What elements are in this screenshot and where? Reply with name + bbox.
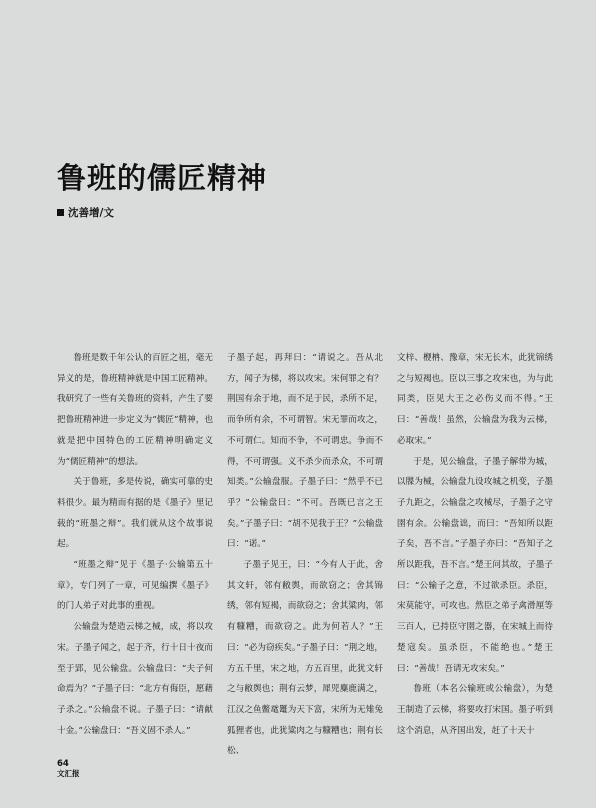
author-name: 沈善增/文 <box>68 207 114 219</box>
article-title: 鲁班的儒匠精神 <box>57 161 268 195</box>
square-bullet-icon <box>57 209 64 216</box>
text-column-2 <box>227 348 383 762</box>
paragraph: 鲁班（本名公输班或公输盘），为楚王制造了云梯，将要攻打宋国。墨子听到这个消息，从齐国出发，赶了十天十 <box>397 684 553 736</box>
text-column-3 <box>397 348 553 741</box>
paragraph: 子墨子起，再拜曰：“请说之。吾从北方，闻子为梯，将以攻宋。宋何罪之有？荆国有余于地，而不足于民，杀所不足，而争所有余，不可谓智。宋无罪而攻之，不可谓仁。知而不争，不可谓忠。争而不得，不可谓强。义不杀少而杀众，不可谓知类。”公输盘服。子墨子曰：“然乎不已乎？”公输盘曰：“不可。吾既已言之王矣。”子墨子曰：“胡不见我于王？”公输盘曰：“诺。” <box>227 353 383 550</box>
byline <box>57 205 114 220</box>
paragraph: 子墨子见王，曰：“今有人于此，舍其文轩，邻有敝舆，而欲窃之；舍其锦绣，邻有短褐，而欲窃之；舍其粱肉，邻有糠糟，而欲窃之。此为何若人？”王曰：“必为窃疾矣。”子墨子曰：“荆之地，方五千里，宋之地，方五百里，此犹文轩之与敝舆也；荆有云梦，犀兕麋鹿满之，江汉之鱼鳖鼋鼍为天下富，宋所为无雉兔狐狸者也，此犹粱肉之与糠糟也；荆有长松、 <box>227 560 383 757</box>
paragraph: 文梓、楩柟、豫章，宋无长木，此犹锦绣之与短褐也。臣以三事之攻宋也，为与此同类，臣见大王之必伤义而不得。”王曰：“善哉！虽然，公输盘为我为云梯，必取宋。” <box>397 353 553 446</box>
paragraph: 公输盘为楚造云梯之械，成，将以攻宋。子墨子闻之，起于齐，行十日十夜而至于郢，见公输盘。公输盘曰：“夫子何命焉为？”子墨子曰：“北方有侮臣，愿藉子杀之。”公输盘不说。子墨子曰：“请献十金。”公输盘曰：“吾义固不杀人。” <box>57 622 213 736</box>
page-number: 64 <box>57 759 69 769</box>
paragraph: 关于鲁班，多是传说，确实可靠的史料很少。最为精而有据的是《墨子》里记载的“班墨之辩”。我们就从这个故事说起。 <box>57 477 213 550</box>
paragraph: 鲁班是数千年公认的百匠之祖，毫无异义的是，鲁班精神就是中国工匠精神。我研究了一些有关鲁班的资料，产生了要把鲁班精神进一步定义为“儒匠”精神，也就是把中国特色的工匠精神明确定义为“儒匠精神”的想法。 <box>57 353 213 467</box>
page-footer <box>57 759 80 779</box>
text-column-1 <box>57 348 213 741</box>
magazine-name: 文汇报 <box>57 769 80 778</box>
paragraph: “班墨之辩”见于《墨子·公输第五十章》，专门列了一章，可见编撰《墨子》的门人弟子对此事的重视。 <box>57 560 213 612</box>
paragraph: 于是，见公输盘，子墨子解带为城，以牒为械，公输盘九设攻城之机变，子墨子九距之，公输盘之攻械尽，子墨子之守圉有余。公输盘诎，而曰：“吾知所以距子矣，吾不言。”子墨子亦曰：“吾知子之所以距我，吾不言。”楚王问其故，子墨子曰：“公输子之意，不过欲杀臣。杀臣，宋莫能守，可攻也。然臣之弟子禽滑厘等三百人，已持臣守圉之器，在宋城上而待楚寇矣。虽杀臣，不能绝也。”楚王曰：“善哉！吾请无攻宋矣。” <box>397 456 553 674</box>
